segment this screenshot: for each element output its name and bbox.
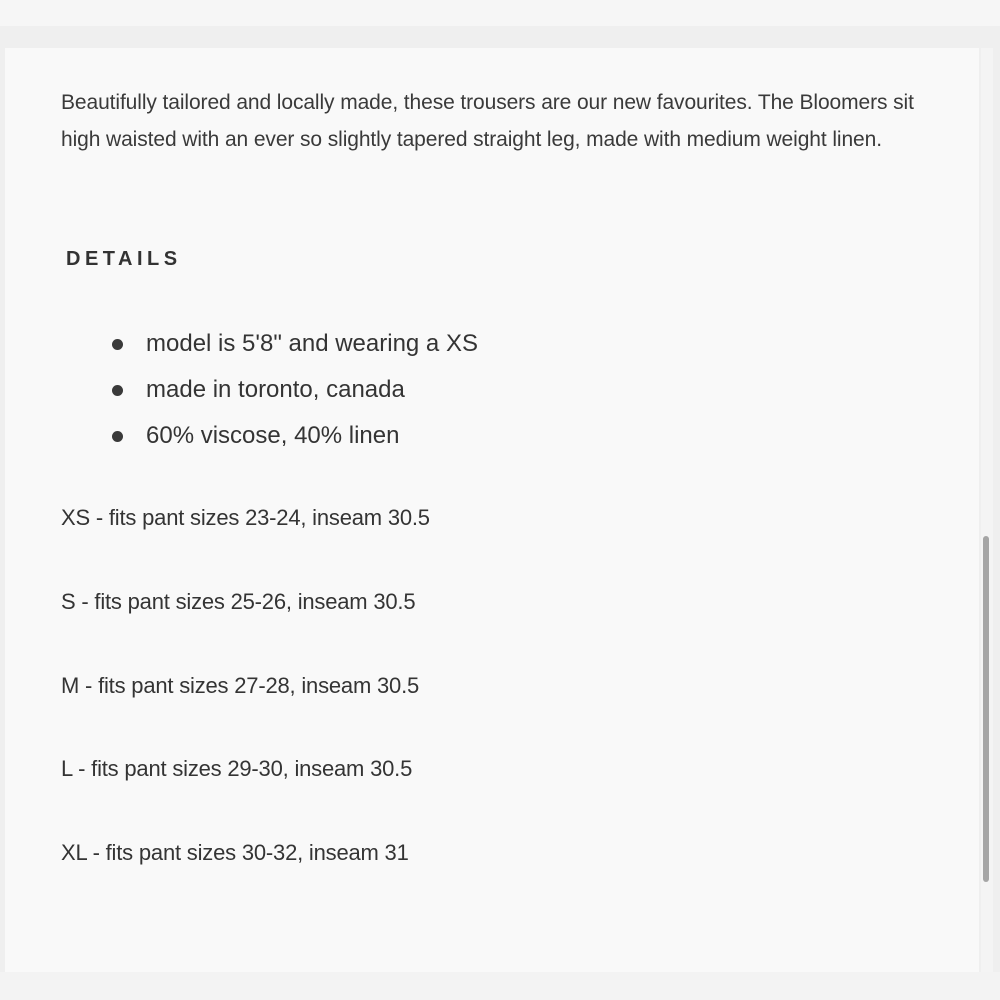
- bottom-edge: [0, 972, 1000, 1000]
- detail-text: model is 5'8" and wearing a XS: [146, 330, 478, 357]
- bullet-icon: [112, 339, 123, 350]
- size-m: M - fits pant sizes 27-28, inseam 30.5: [61, 673, 420, 698]
- top-edge: [0, 0, 1000, 26]
- size-xs: XS - fits pant sizes 23-24, inseam 30.5: [61, 505, 430, 530]
- size-l: L - fits pant sizes 29-30, inseam 30.5: [61, 756, 413, 781]
- details-heading: DETAILS: [66, 248, 182, 270]
- product-description: Beautifully tailored and locally made, these trousers are our new favourites. The Bloomers sit high waisted with an ever so slightly tapered straight leg, made with medium weight linen.: [61, 91, 914, 151]
- details-list: [105, 324, 478, 462]
- list-item: [105, 416, 478, 462]
- size-xl: XL - fits pant sizes 30-32, inseam 31: [61, 840, 409, 865]
- bullet-icon: [112, 431, 123, 442]
- list-item: [105, 324, 478, 370]
- product-description-panel: [5, 48, 979, 972]
- detail-text: 60% viscose, 40% linen: [146, 422, 400, 449]
- detail-text: made in toronto, canada: [146, 376, 405, 403]
- size-s: S - fits pant sizes 25-26, inseam 30.5: [61, 589, 416, 614]
- list-item: [105, 370, 478, 416]
- scrollbar-thumb[interactable]: [983, 536, 989, 882]
- bullet-icon: [112, 385, 123, 396]
